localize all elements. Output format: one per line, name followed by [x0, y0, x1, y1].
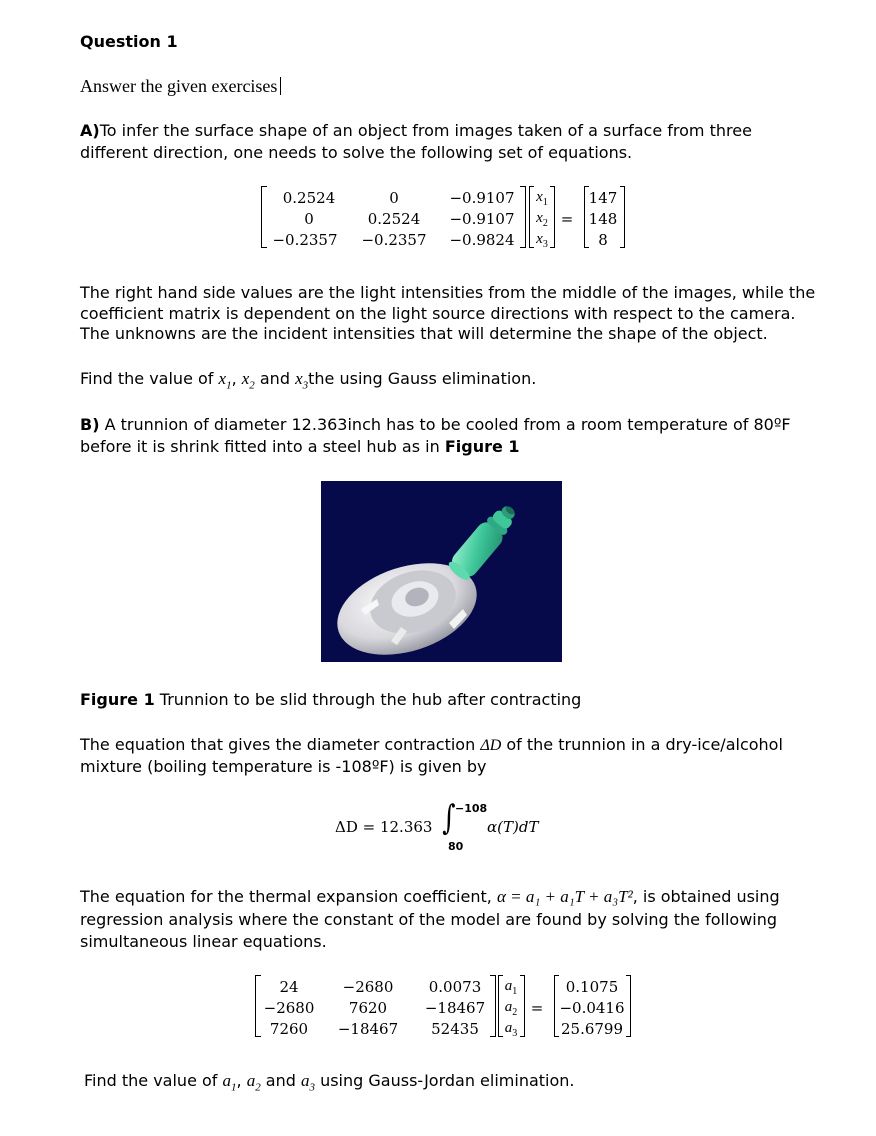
figure-caption: [80, 690, 581, 709]
para-a-2: coefficient matrix is dependent on the light source directions with respect to the camera.: [80, 304, 796, 323]
var-cell: $a_3$: [504, 1020, 518, 1039]
text-cursor: [280, 77, 281, 95]
matrix-cell: 7620: [348, 999, 388, 1017]
var-cell: $x_2$: [536, 210, 548, 229]
var-cell: $a_2$: [504, 999, 518, 1018]
matrix-cell: −0.9107: [449, 189, 515, 207]
integral-upper-limit: −108: [455, 802, 488, 815]
rhs-cell: 148: [588, 210, 618, 228]
integral-sign: ∫: [442, 798, 456, 838]
figure-ref: Figure 1: [444, 437, 520, 456]
find-a-text: Find the value of: [80, 369, 214, 388]
eq-intro-2: mixture (boiling temperature is -108ºF) is given by: [80, 757, 487, 776]
var-a2: $a_2$: [246, 1071, 261, 1094]
matrix-cell: 0.0073: [428, 978, 482, 996]
part-a-line-2: different direction, one needs to solve the following set of equations.: [80, 143, 633, 162]
right-bracket: [520, 186, 526, 248]
caption-label: Figure 1: [80, 690, 155, 709]
var-x1: $x_1$: [218, 369, 232, 392]
find-b-line: Find the value of $a_1$, $a_2$ and $a_3$ using Gauss-Jordan elimination.: [84, 1071, 575, 1094]
var-x3: $x_3$: [295, 369, 309, 392]
trunnion-hub-illustration: [321, 481, 562, 662]
thermal-line-3: simultaneous linear equations.: [80, 932, 327, 951]
equals-sign: =: [560, 210, 574, 228]
rhs-cell: 147: [588, 189, 618, 207]
rhs-cell: 25.6799: [560, 1020, 624, 1038]
part-b-line-1: [80, 415, 791, 434]
find-a-line: Find the value of $x_1$, $x_2$ and $x_3the$ using Gauss elimination.: [80, 369, 537, 392]
equals-sign: =: [530, 999, 544, 1017]
intro-text: Answer the given exercises: [80, 76, 278, 96]
matrix-cell: −2680: [263, 999, 315, 1017]
part-a-text-1: To infer the surface shape of an object from images taken of a surface from three: [99, 121, 752, 140]
var-x2: $x_2$: [241, 369, 255, 392]
matrix-cell: −0.2357: [272, 231, 338, 249]
eq-intro-1b: of the trunnion in a dry-ice/alcohol: [506, 735, 783, 754]
matrix-cell: 0: [304, 210, 314, 228]
thermal-line-1: [80, 887, 780, 907]
right-bracket: [550, 186, 555, 248]
matrix-cell: 52435: [431, 1020, 479, 1038]
intro-line: [80, 76, 281, 97]
var-a1: $a_1$: [222, 1071, 237, 1094]
right-bracket: [520, 975, 525, 1037]
part-b-line-2: [80, 437, 520, 456]
find-a-tail: the using Gauss elimination.: [308, 369, 537, 388]
var-a3: $a_3$: [300, 1071, 315, 1094]
eq-intro-1: [80, 735, 783, 755]
para-a-3: The unknowns are the incident intensities that will determine the shape of the object.: [80, 324, 768, 343]
matrix-cell: 0.2524: [367, 210, 421, 228]
thermal-1a: The equation for the thermal expansion coefficient,: [80, 887, 492, 906]
var-cell: $a_1$: [504, 978, 518, 997]
right-bracket: [626, 975, 631, 1037]
matrix-cell: 24: [279, 978, 299, 996]
find-b-tail: using Gauss-Jordan elimination.: [320, 1071, 575, 1090]
part-b-text-2: before it is shrink fitted into a steel hub as in: [80, 437, 440, 456]
figure-1-image: [321, 481, 562, 662]
eq-intro-1a: The equation that gives the diameter contraction: [80, 735, 476, 754]
integral-body: α(T)dT: [487, 818, 539, 836]
matrix-cell: 0.2524: [282, 189, 336, 207]
matrix-cell: 7260: [269, 1020, 309, 1038]
trunnion-shape: [445, 499, 522, 584]
part-a-line-1: [80, 121, 752, 140]
matrix-cell: 0: [389, 189, 399, 207]
alpha-equation: α = a₁ + a₁T + a₃T²: [496, 887, 633, 906]
var-cell: $x_1$: [536, 189, 548, 208]
var-cell: $x_3$: [536, 231, 548, 250]
caption-text: Trunnion to be slid through the hub after contracting: [159, 690, 582, 709]
right-bracket: [620, 186, 625, 248]
rhs-cell: 8: [598, 231, 608, 249]
integral-lhs: ΔD = 12.363: [335, 818, 433, 836]
matrix-cell: −0.2357: [361, 231, 427, 249]
question-heading: Question 1: [80, 32, 178, 51]
delta-d-symbol: ΔD: [480, 737, 502, 754]
part-b-label: B): [80, 415, 100, 434]
thermal-1b: , is obtained using: [632, 887, 780, 906]
matrix-cell: −2680: [342, 978, 394, 996]
matrix-cell: −18467: [337, 1020, 399, 1038]
rhs-cell: 0.1075: [565, 978, 619, 996]
find-and: and: [259, 369, 290, 388]
matrix-cell: −18467: [424, 999, 486, 1017]
find-b-text: Find the value of: [84, 1071, 218, 1090]
part-a-label: A): [80, 121, 100, 140]
part-b-text-1: A trunnion of diameter 12.363inch has to be cooled from a room temperature of 80ºF: [104, 415, 791, 434]
matrix-cell: −0.9107: [449, 210, 515, 228]
find-b-and: and: [265, 1071, 296, 1090]
integral-lower-limit: 80: [448, 840, 464, 853]
rhs-cell: −0.0416: [559, 999, 625, 1017]
right-bracket: [490, 975, 496, 1037]
matrix-cell: −0.9824: [449, 231, 515, 249]
para-a-1: The right hand side values are the light intensities from the middle of the images, while the: [80, 283, 816, 302]
thermal-line-2: regression analysis where the constant of the model are found by solving the following: [80, 910, 778, 929]
